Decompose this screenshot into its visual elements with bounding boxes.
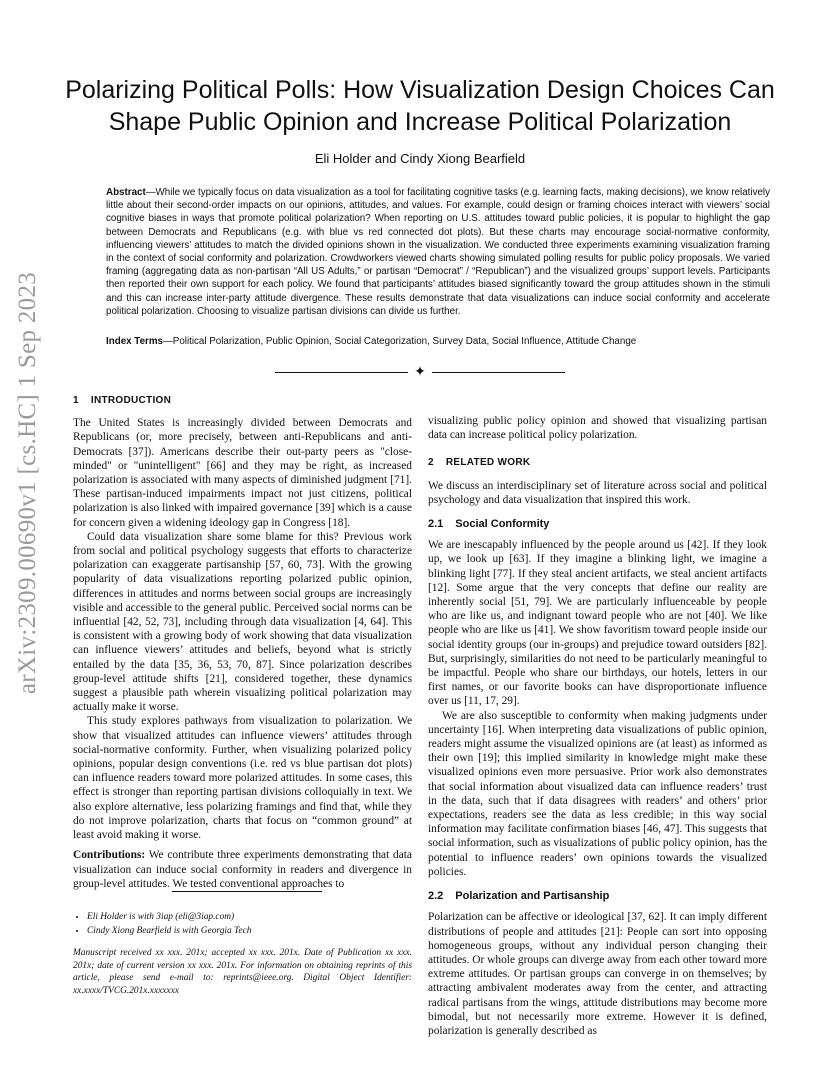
intro-paragraph-2: Could data visualization share some blame for this? Previous work from social and political psychology suggests that efforts to characterize polarization can exaggerate partisanship [57, 60, 73]. With the growing popularity of data visualizations reporting polarized public opinion, differences in attitudes and norms between social groups are increasingly visible and accessible to the general public. Perceived social norms can be influential [42, 52, 73], including through data visualization [4, 64]. This is consistent with a growing body of work showing that data visualization can influence viewers’ attitudes and beliefs, beyond what is strictly entailed by the data [35, 36, 53, 70, 87]. Since polarization describes group-level attitude shifts [21], considered together, these dynamics suggest a plausible path wherein visualizing political polarization may actually make it worse. <box>73 530 412 714</box>
intro-paragraph-1: The United States is increasingly divided between Democrats and Republicans (or, more precisely, between anti-Republicans and anti-Democrats [37]). Americans describe their out-party peers as "close-minded" or "unintelligent" [66] and they may be right, as increased polarization is associated with many aspects of diminished judgment [71]. These partisan-induced impairments impact not just citizens, political polarization is also linked with impaired governance [39] which is a cause for concern given a widening ideology gap in Congress [18]. <box>73 417 412 529</box>
footnotes-block <box>73 911 412 997</box>
contributions-paragraph <box>73 848 412 891</box>
list-item: • Eli Holder is with 3iap (eli@3iap.com) <box>87 911 412 924</box>
section-number: 1 <box>73 395 79 406</box>
abstract-label: Abstract <box>106 187 146 198</box>
social-conformity-paragraph-2: We are also susceptible to conformity when making judgments under uncertainty [16]. When interpreting data visualizations of public opinion, readers might assume the visualized opinions are (at least) as informed as their own [19]; this implied similarity in knowledge might make these visualized opinions even more persuasive. Prior work also demonstrates that social information about visualized data can influence readers’ trust in the data, such that if data disagrees with readers’ and others’ prior expectations, readers see the data as less credible; in this way social information may facilitate confirmation biases [46, 47]. This suggests that social information, such as visualizations of public policy opinion, has the potential to influence readers’ own opinions towards the visualized policies. <box>428 709 767 878</box>
polarization-paragraph-1: Polarization can be affective or ideological [37, 62]. It can imply different distributions of people and attitudes [21]: People can sort into opposing homogeneous groups, without any individual person changing their attitudes. Or whole groups can diverge away from each other toward more extreme attitudes. Or partisan groups can converge in on themselves; by attracting ambivalent moderates away from the center, and attracting radical partisans from the wings, attitude distributions may become more bimodal, but not necessarily more extreme. However it is defined, polarization is generally described as <box>428 911 767 1037</box>
list-item: • Cindy Xiong Bearfield is with Georgia Tech <box>87 925 412 938</box>
author-list: Eli Holder and Cindy Xiong Bearfield <box>314 151 526 166</box>
index-terms-label: Index Terms <box>106 336 163 347</box>
social-conformity-paragraph-1: We are inescapably influenced by the people around us [42]. If they look up, we look up [63]. If they imagine a blinking light, we imagine a blinking light [77]. If they steal ancient artifacts, we steal ancient artifacts [12]. Some argue that the very concepts that define our reality are inherently social [51, 79]. We are particularly influenceable by people who are like us, and indignant toward people who are not [40]. We like people who are like us [41]. We show favoritism toward people inside our social identity groups (our in-groups) and prejudice toward outsiders [82]. But, surprisingly, similarities do not need to be particularly meaningful to be impactful. People who share our birthdays, our hotels, letters in our first names, or our favorite books can have disproportionate influence over us [11, 17, 29]. <box>428 539 767 708</box>
subsection-heading-social-conformity <box>428 517 767 531</box>
divider-star-icon: ✦ <box>414 364 426 380</box>
abstract-block <box>106 186 770 318</box>
right-column <box>428 414 767 1038</box>
contributions-text: We contribute three experiments demonstrating that data visualization can induce social conformity in readers and divergence in group-level attitudes. We tested conventional approaches to <box>73 849 412 890</box>
subsection-number: 2.2 <box>428 890 444 903</box>
title-line-1: Polarizing Political Polls: How Visualization Design Choices Can <box>65 76 775 104</box>
divider-line-right <box>432 372 565 373</box>
subsection-title: Polarization and Partisanship <box>455 890 610 903</box>
manuscript-note: Manuscript received xx xxx. 201x; accepted xx xxx. 201x. Date of Publication xx xxx. 201x; date of current version xx xxx. 201x. For information on obtaining reprints of this article, please send e-mail to: reprints@ieee.org. Digital Object Identifier: xx.xxxx/TVCG.201x.xxxxxxx <box>73 948 412 996</box>
subsection-heading-polarization <box>428 889 767 903</box>
footnote-rule <box>172 891 322 892</box>
related-work-intro: We discuss an interdisciplinary set of literature across social and political psychology and data visualization that inspired this work. <box>428 479 767 506</box>
intro-continuation: visualizing public policy opinion and showed that visualizing partisan data can increase political policy polarization. <box>428 415 767 442</box>
section-title: RELATED WORK <box>445 457 531 469</box>
left-column <box>73 394 412 891</box>
subsection-title: Social Conformity <box>455 518 550 531</box>
section-divider <box>275 363 565 381</box>
intro-paragraph-3: This study explores pathways from visualization to polarization. We show that visualized attitudes can influence viewers’ attitudes through social-normative conformity. Further, when visualizing polarized policy opinions, popular design conventions (i.e. red vs blue partisan dot plots) can influence readers toward more polarized attitudes. In some cases, this effect is stronger than reporting partisan divisions colloquially in text. We also explore alternative, less polarizing framings and find that, while they do not improve polarization, charts that focus on “common ground” at least avoid making it worse. <box>73 715 412 842</box>
paper-title <box>60 74 780 138</box>
author-affiliations-list <box>73 911 412 937</box>
divider-line-left <box>275 372 408 373</box>
index-terms-block <box>106 335 770 348</box>
title-line-2: Shape Public Opinion and Increase Political Polarization <box>108 108 732 136</box>
abstract-text: —While we typically focus on data visualization as a tool for facilitating cognitive tasks (e.g. learning facts, making decisions), we know relatively little about their second-order impacts on our opinions, attitudes, and values. For example, could design or framing choices interact with viewers’ social cognitive biases in ways that promote political polarization? When reporting on U.S. attitudes toward public policies, it is popular to highlight the gap between Democrats and Republicans (e.g. with blue vs red connected dot plots). But these charts may encourage social-normative conformity, influencing viewers’ attitudes to match the divided opinions shown in the visualization. We conducted three experiments examining visualization framing in the context of social conformity and polarization. Crowdworkers viewed charts showing simulated polling results for public policy proposals. We varied framing (aggregating data as non-partisan “All US Adults,” or partisan “Democrat” / “Republican”) and the visualized groups’ support levels. Participants then reported their own support for each policy. We found that participants’ attitudes biased significantly toward the group attitudes shown in the stimuli and this can increase inter-party attitude divergence. These results demonstrate that data visualizations can induce social conformity and accelerate political polarization. Choosing to visualize partisan divisions can divide us further. <box>106 187 770 317</box>
section-heading-related-work <box>428 456 767 470</box>
contributions-label: Contributions: <box>73 849 146 862</box>
arxiv-identifier-stamp: arXiv:2309.00690v1 [cs.HC] 1 Sep 2023 <box>14 271 41 695</box>
subsection-number: 2.1 <box>428 518 444 531</box>
section-title: INTRODUCTION <box>90 395 172 406</box>
index-terms-text: —Political Polarization, Public Opinion, Social Categorization, Survey Data, Social Influence, Attitude Change <box>163 336 637 347</box>
section-number: 2 <box>428 457 434 469</box>
section-heading-introduction <box>73 394 412 408</box>
